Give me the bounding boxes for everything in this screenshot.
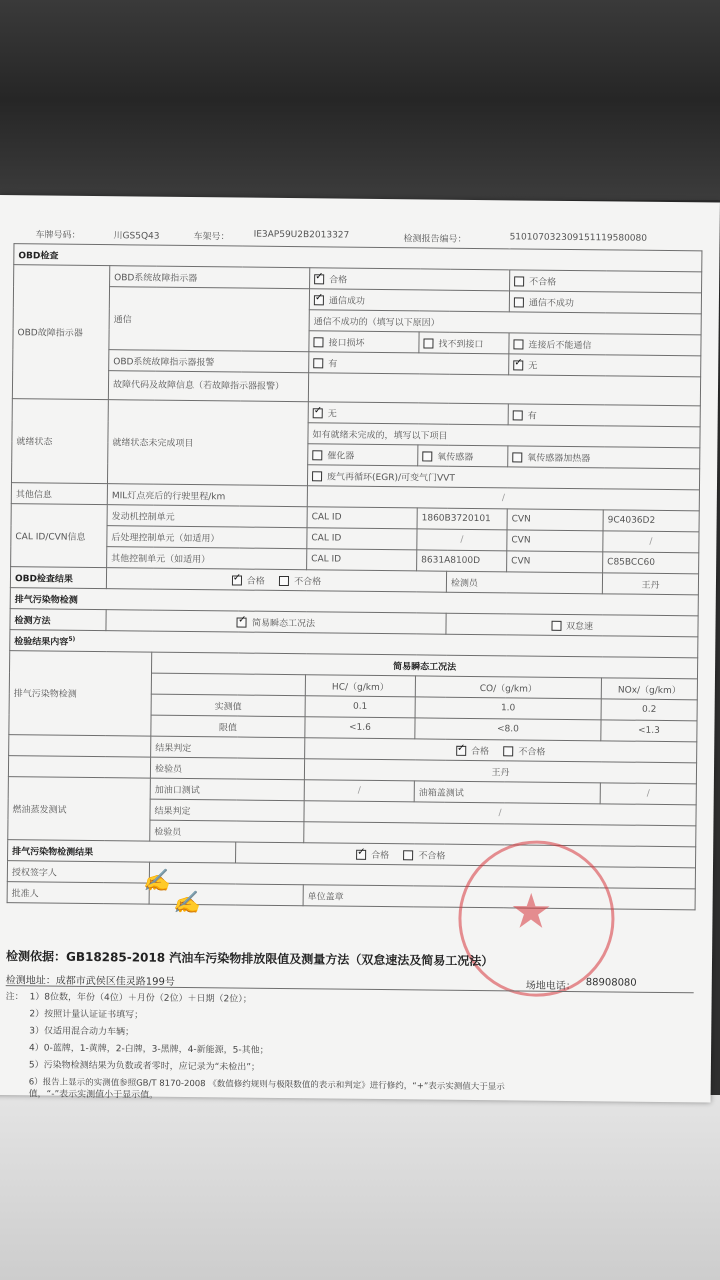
notes-head: 注： bbox=[5, 992, 24, 1003]
obd-inspector-value: 王丹 bbox=[602, 573, 698, 595]
checkbox-icon[interactable] bbox=[313, 358, 323, 368]
phone-label: 场地电话： bbox=[525, 980, 576, 993]
engine-unit-label: 发动机控制单元 bbox=[107, 505, 307, 528]
mil-value: / bbox=[307, 486, 699, 511]
checkbox-icon[interactable] bbox=[514, 297, 524, 307]
limit-label: 限值 bbox=[151, 715, 305, 738]
test-basis: 检测依据：GB18285-2018 汽油车污染物排放限值及测量方法（双怠速法及简易工况法） bbox=[5, 949, 494, 969]
ready-no[interactable]: ✓无 bbox=[308, 402, 508, 425]
after-cvn-value: / bbox=[603, 531, 699, 553]
approver-label: 批准人 bbox=[7, 882, 149, 904]
checkbox-icon[interactable] bbox=[314, 295, 324, 305]
measured-label: 实测值 bbox=[151, 694, 305, 717]
checkbox-icon[interactable] bbox=[513, 339, 523, 349]
after-unit-label: 后处理控制单元（如适用） bbox=[107, 526, 307, 549]
emission-inspector-label: 检验员 bbox=[150, 757, 304, 780]
comm-reason-hint: 通信不成功的（填写以下原因） bbox=[309, 310, 701, 335]
checkbox-icon[interactable] bbox=[514, 276, 524, 286]
comm-fail[interactable]: 通信不成功 bbox=[509, 291, 701, 314]
other-unit-label: 其他控制单元（如适用） bbox=[107, 547, 307, 570]
background-top bbox=[0, 0, 720, 200]
obd-section-title: OBD检查 bbox=[14, 244, 702, 272]
report-number-value: 510107032309151119580080 bbox=[509, 232, 648, 244]
alarm-no[interactable]: ✓ 无 bbox=[509, 354, 701, 377]
note-3: 3）仅适用混合动力车辆； bbox=[29, 1026, 135, 1038]
checkbox-icon[interactable] bbox=[279, 576, 289, 586]
checkbox-icon[interactable] bbox=[312, 471, 322, 481]
nox-limit: <1.3 bbox=[601, 720, 697, 742]
fuel-inlet-value: / bbox=[304, 780, 414, 802]
note-1: 1）8位数，年份（4位）＋月份（2位）＋日期（2位）； bbox=[29, 992, 252, 1005]
alarm-label: OBD系统故障指示器报警 bbox=[109, 350, 309, 373]
checkbox-icon[interactable] bbox=[313, 408, 323, 418]
comm-label: 通信 bbox=[109, 287, 310, 352]
obd-indicator-group: OBD故障指示器 bbox=[12, 265, 109, 400]
emission-section-title: 排气污染物检测 bbox=[10, 588, 698, 616]
method-label: 检测方法 bbox=[10, 609, 106, 631]
reason-no-comm[interactable]: 连接后不能通信 bbox=[509, 333, 701, 356]
checkbox-icon[interactable] bbox=[403, 850, 413, 860]
fuel-cap-value: / bbox=[600, 783, 696, 805]
ready-catalyst[interactable]: 催化器 bbox=[308, 444, 418, 466]
note-2: 2）按照计量认证证书填写； bbox=[29, 1009, 144, 1021]
hc-header: HC/（g/km） bbox=[305, 675, 415, 697]
other-cvn-value: C85BCC60 bbox=[603, 552, 699, 574]
note-5: 5）污染物检测结果为负数或者零时，应记录为“未检出”； bbox=[28, 1060, 260, 1073]
vin-value: IE3AP59U2B2013327 bbox=[253, 229, 350, 241]
emission-group-cont bbox=[9, 735, 151, 757]
checkbox-icon[interactable] bbox=[237, 618, 247, 628]
fault-code-value bbox=[308, 373, 700, 406]
notes bbox=[4, 991, 685, 1112]
address: 检测地址：成都市武侯区佳灵路199号 bbox=[5, 975, 175, 988]
ready-hint: 如有就绪未完成的，填写以下项目 bbox=[308, 423, 700, 448]
simple-table-title: 简易瞬态工况法 bbox=[152, 652, 698, 679]
judge-label: 结果判定 bbox=[151, 736, 305, 759]
checkbox-icon[interactable] bbox=[356, 850, 366, 860]
judge-checks: ✓ 合格 不合格 bbox=[305, 738, 697, 763]
hc-limit: <1.6 bbox=[305, 717, 415, 739]
ready-o2-sensor[interactable]: 氧传感器 bbox=[418, 445, 508, 467]
obd-indicator-label: OBD系统故障指示器 bbox=[110, 266, 310, 289]
final-result-label: 排气污染物检测结果 bbox=[8, 840, 236, 863]
alarm-yes[interactable]: 有 bbox=[309, 352, 509, 375]
ready-group: 就绪状态 bbox=[11, 399, 108, 484]
plate-value: 川GS5Q43 bbox=[113, 231, 160, 242]
inspection-report bbox=[0, 195, 720, 1102]
signature-approver: ✍ bbox=[172, 890, 201, 917]
engine-cvn-label: CVN bbox=[507, 509, 603, 531]
calid-group: CAL ID/CVN信息 bbox=[11, 504, 108, 568]
other-calid-label: CAL ID bbox=[307, 549, 417, 571]
ready-egr[interactable]: 废气再循环(EGR)/可变气门VVT bbox=[307, 465, 699, 490]
method-simple[interactable]: ✓ 简易瞬态工况法 bbox=[106, 610, 446, 635]
co-header: CO/（g/km） bbox=[415, 676, 601, 699]
checkbox-icon[interactable] bbox=[513, 360, 523, 370]
reason-port-not-found[interactable]: 找不到接口 bbox=[419, 332, 509, 354]
evap-judge-label: 结果判定 bbox=[150, 799, 304, 822]
results-label: 检验结果内容$^{5)}$ bbox=[10, 630, 698, 658]
checkbox-icon[interactable] bbox=[232, 575, 242, 585]
plate-label: 车牌号码： bbox=[35, 230, 81, 241]
evap-inspector-label: 检验员 bbox=[150, 820, 304, 843]
nox-measured: 0.2 bbox=[601, 699, 697, 721]
after-calid-value: / bbox=[417, 529, 507, 551]
checkbox-icon[interactable] bbox=[313, 337, 323, 347]
engine-calid-label: CAL ID bbox=[307, 507, 417, 529]
vin-label: 车架号： bbox=[193, 232, 230, 243]
checkbox-icon[interactable] bbox=[314, 274, 324, 284]
fuel-inlet-label: 加油口测试 bbox=[150, 778, 304, 801]
obd-result-label: OBD检查结果 bbox=[10, 567, 106, 589]
signer-label: 授权签字人 bbox=[7, 861, 149, 883]
co-limit: <8.0 bbox=[415, 718, 601, 741]
obd-indicator-fail[interactable]: 不合格 bbox=[510, 270, 702, 293]
signature-signer: ✍ bbox=[142, 868, 171, 894]
obd-result-checks: ✓ 合格 不合格 bbox=[106, 568, 446, 593]
evap-group: 燃油蒸发测试 bbox=[8, 777, 151, 841]
checkbox-icon[interactable] bbox=[551, 621, 561, 631]
evap-judge-value: / bbox=[304, 801, 696, 826]
ready-yes[interactable]: 有 bbox=[508, 404, 700, 427]
checkbox-icon[interactable] bbox=[422, 451, 432, 461]
reason-port-damaged[interactable]: 接口损坏 bbox=[309, 331, 419, 353]
engine-calid-value: 1860B3720101 bbox=[417, 508, 507, 530]
after-cvn-label: CVN bbox=[507, 530, 603, 552]
background-bottom bbox=[0, 1095, 720, 1280]
final-result-checks: ✓ 合格 不合格 bbox=[236, 842, 696, 868]
obd-inspector-label: 检测员 bbox=[446, 571, 602, 594]
checkbox-icon[interactable] bbox=[423, 338, 433, 348]
checkbox-icon[interactable] bbox=[312, 450, 322, 460]
other-calid-value: 8631A8100D bbox=[417, 550, 507, 572]
ready-o2-heater[interactable]: 氧传感器加热器 bbox=[508, 446, 700, 469]
checkbox-icon[interactable] bbox=[503, 746, 513, 756]
comm-ok[interactable]: ✓通信成功 bbox=[309, 289, 509, 312]
phone-value: 88908080 bbox=[585, 977, 637, 989]
note-4: 4）0-蓝牌，1-黄牌，2-白牌，3-黑牌，4-新能源，5-其他； bbox=[29, 1043, 269, 1056]
nox-header: NOx/（g/km） bbox=[601, 678, 697, 700]
mil-label: MIL灯点亮后的行驶里程/km bbox=[107, 484, 307, 507]
emission-group: 排气污染物检测 bbox=[9, 651, 152, 736]
ready-label: 就绪状态未完成项目 bbox=[107, 400, 308, 486]
report-number-label: 检测报告编号： bbox=[403, 234, 467, 245]
note-6b: 值，“-”表示实测值小于显示值。 bbox=[28, 1089, 159, 1101]
note-6a: 6）报告上显示的实测值参照GB/T 8170-2008 《数值修约规则与极限数值的表示和判定》进行修约，“+”表示实测值大于显示 bbox=[28, 1077, 505, 1093]
emission-inspector-value: 王丹 bbox=[304, 759, 696, 784]
checkbox-icon[interactable] bbox=[512, 452, 522, 462]
fuel-cap-label: 油箱盖测试 bbox=[414, 781, 600, 804]
method-dual[interactable]: 双怠速 bbox=[446, 613, 698, 637]
star-icon: ★ bbox=[509, 883, 553, 940]
seal-label: 单位盖章 bbox=[303, 885, 695, 910]
checkbox-icon[interactable] bbox=[513, 410, 523, 420]
emission-group-cont bbox=[8, 756, 150, 778]
other-cvn-label: CVN bbox=[507, 551, 603, 573]
co-measured: 1.0 bbox=[415, 697, 601, 720]
fault-code-label: 故障代码及故障信息（若故障指示器报警） bbox=[108, 371, 308, 402]
blank-header bbox=[151, 673, 305, 696]
inspection-table bbox=[7, 243, 703, 910]
obd-indicator-pass[interactable]: ✓ 合格 bbox=[310, 268, 510, 291]
checkbox-icon[interactable] bbox=[456, 746, 466, 756]
other-info-label: 其他信息 bbox=[11, 483, 107, 505]
after-calid-label: CAL ID bbox=[307, 528, 417, 550]
hc-measured: 0.1 bbox=[305, 696, 415, 718]
engine-cvn-value: 9C4036D2 bbox=[603, 510, 699, 532]
